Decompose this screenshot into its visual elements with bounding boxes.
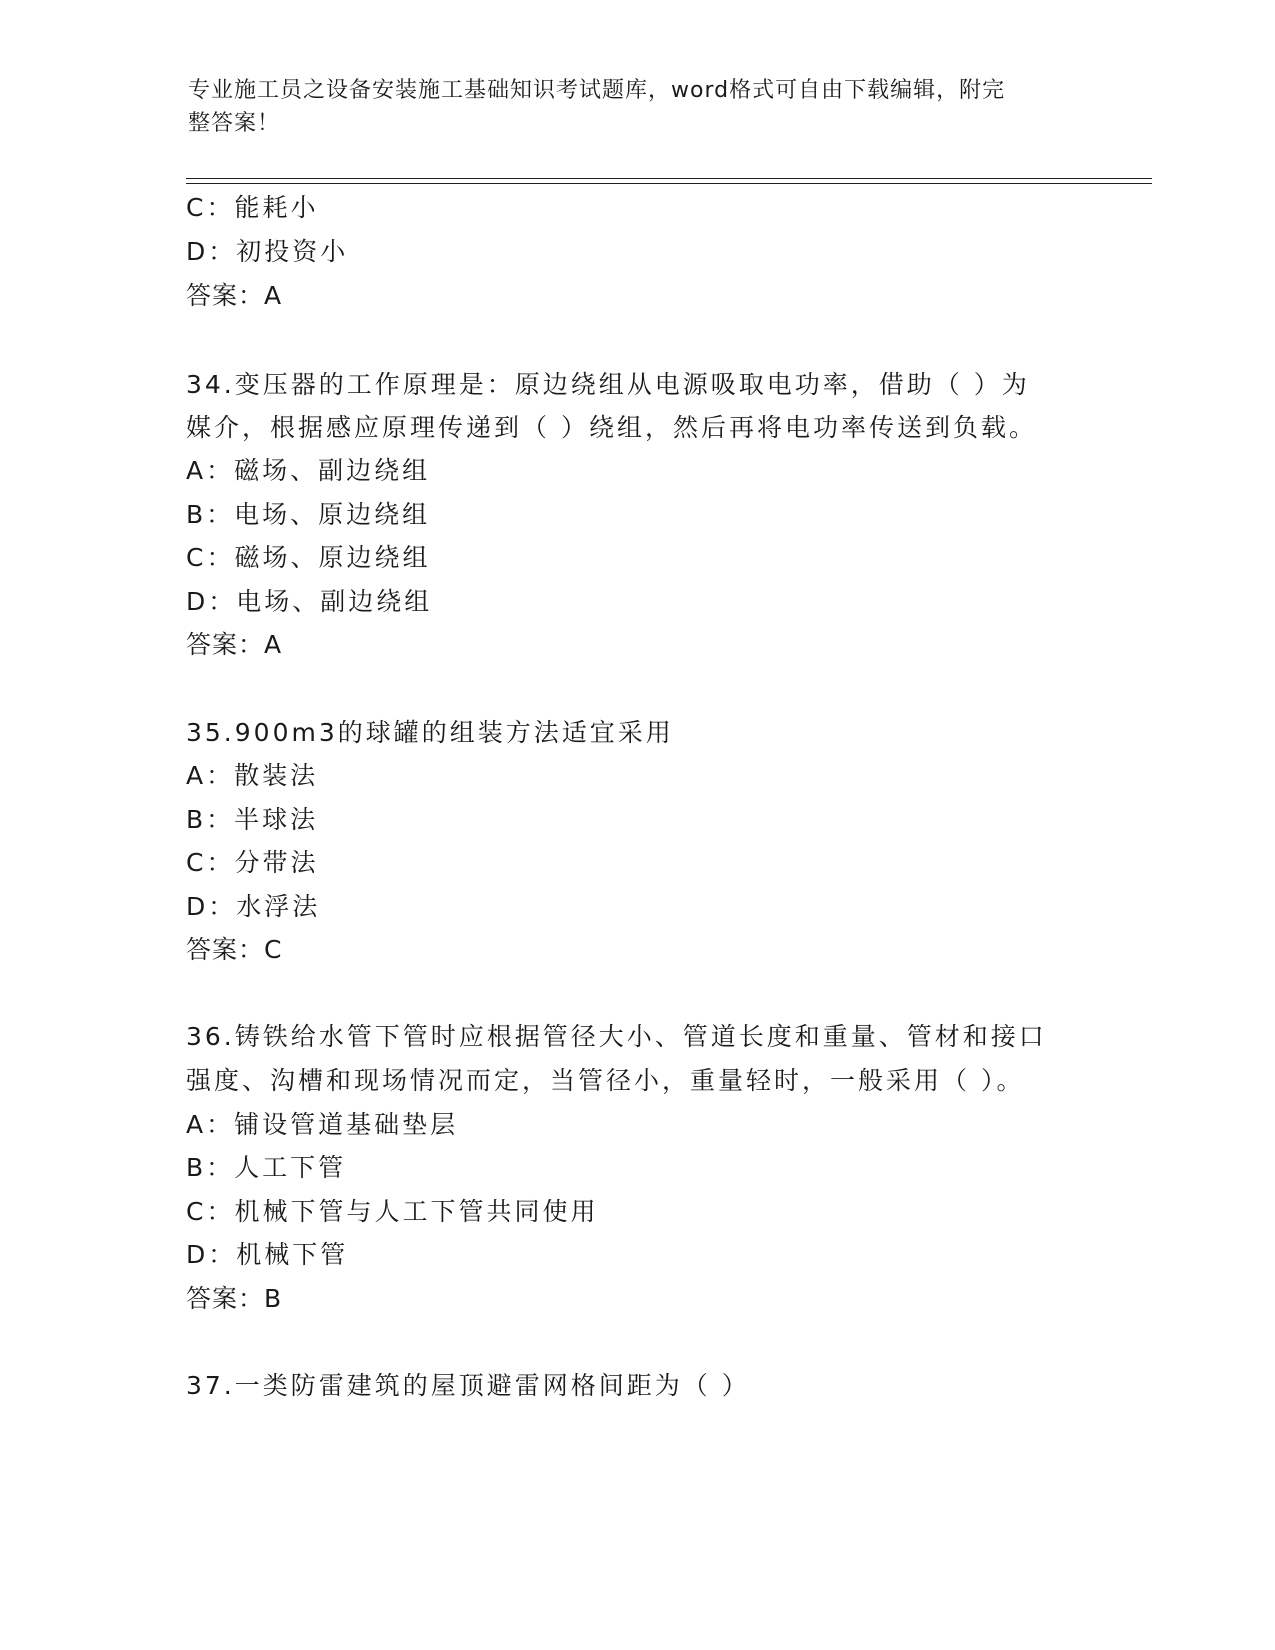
q36-stem-line-1: 36.铸铁给水管下管时应根据管径大小、管道长度和重量、管材和接口 — [186, 1022, 1047, 1051]
q34-option-d: D：电场、副边绕组 — [186, 587, 433, 616]
q36-option-a: A：铺设管道基础垫层 — [186, 1110, 459, 1139]
q34-answer: 答案：A — [186, 630, 283, 659]
q36-option-d: D：机械下管 — [186, 1240, 349, 1269]
q34-option-c: C：磁场、原边绕组 — [186, 543, 431, 572]
header-line-2: 整答案！ — [188, 111, 281, 136]
q33-option-c: C：能耗小 — [186, 193, 319, 222]
q35-option-c: C：分带法 — [186, 848, 319, 877]
header-divider-top — [186, 178, 1152, 179]
q34-stem-line-2: 媒介，根据感应原理传递到（ ）绕组，然后再将电功率传送到负载。 — [186, 413, 1037, 442]
q36-stem-line-2: 强度、沟槽和现场情况而定，当管径小，重量轻时，一般采用（ ）。 — [186, 1066, 1025, 1095]
q33-answer: 答案：A — [186, 281, 283, 310]
document-header — [188, 74, 1068, 140]
q34-option-a: A：磁场、副边绕组 — [186, 456, 431, 485]
q36-option-b: B：人工下管 — [186, 1153, 347, 1182]
q35-option-a: A：散装法 — [186, 761, 319, 790]
q34-option-b: B：电场、原边绕组 — [186, 500, 431, 529]
q35-answer: 答案：C — [186, 935, 283, 964]
q34-stem-line-1: 34.变压器的工作原理是：原边绕组从电源吸取电功率，借助（ ）为 — [186, 370, 1030, 399]
q35-option-d: D：水浮法 — [186, 892, 321, 921]
q37-stem-line-1: 37.一类防雷建筑的屋顶避雷网格间距为（ ） — [186, 1371, 750, 1400]
q36-option-c: C：机械下管与人工下管共同使用 — [186, 1197, 599, 1226]
header-line-1: 专业施工员之设备安装施工基础知识考试题库，word格式可自由下载编辑，附完 — [188, 78, 1006, 103]
q36-answer: 答案：B — [186, 1284, 283, 1313]
header-divider-bottom — [186, 183, 1152, 184]
q35-stem-line-1: 35.900m3的球罐的组装方法适宜采用 — [186, 718, 674, 747]
q35-option-b: B：半球法 — [186, 805, 319, 834]
q33-option-d: D：初投资小 — [186, 237, 349, 266]
